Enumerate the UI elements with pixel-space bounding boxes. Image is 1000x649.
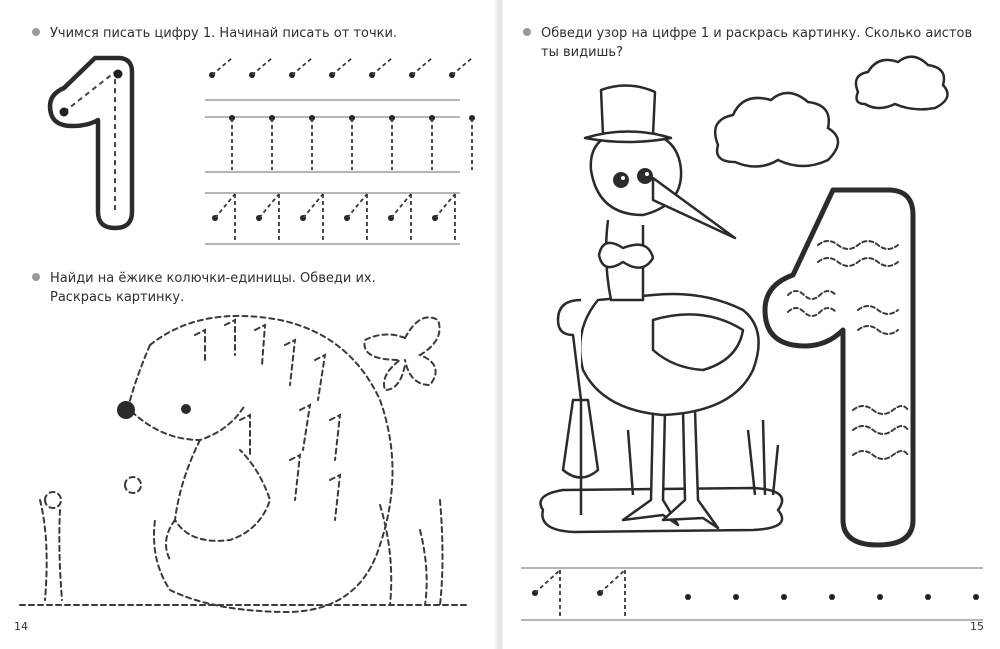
tracing-lines-right (503, 0, 1000, 649)
task-2-line-1: Найди на ёжике колючки-единицы. Обведи их. (50, 271, 376, 286)
start-dot (973, 594, 979, 600)
page-number-left: 14 (14, 620, 28, 633)
start-dot (877, 594, 883, 600)
task-2-line-2: Раскрась картинку. (50, 290, 185, 305)
start-dot (781, 594, 787, 600)
left-page (0, 0, 497, 649)
page-number-right: 15 (970, 620, 984, 633)
right-page (503, 0, 1000, 649)
task-1-text: Учимся писать цифру 1. Начинай писать от точки. (50, 26, 398, 41)
start-dot (829, 594, 835, 600)
task-3-line-1: Обведи узор на цифре 1 и раскрась картинку. Сколько аистов (541, 26, 973, 41)
start-dot (925, 594, 931, 600)
start-dot (733, 594, 739, 600)
task-3-line-2: ты видишь? (541, 45, 623, 60)
hedgehog-illustration (0, 0, 497, 649)
start-dot (685, 594, 691, 600)
